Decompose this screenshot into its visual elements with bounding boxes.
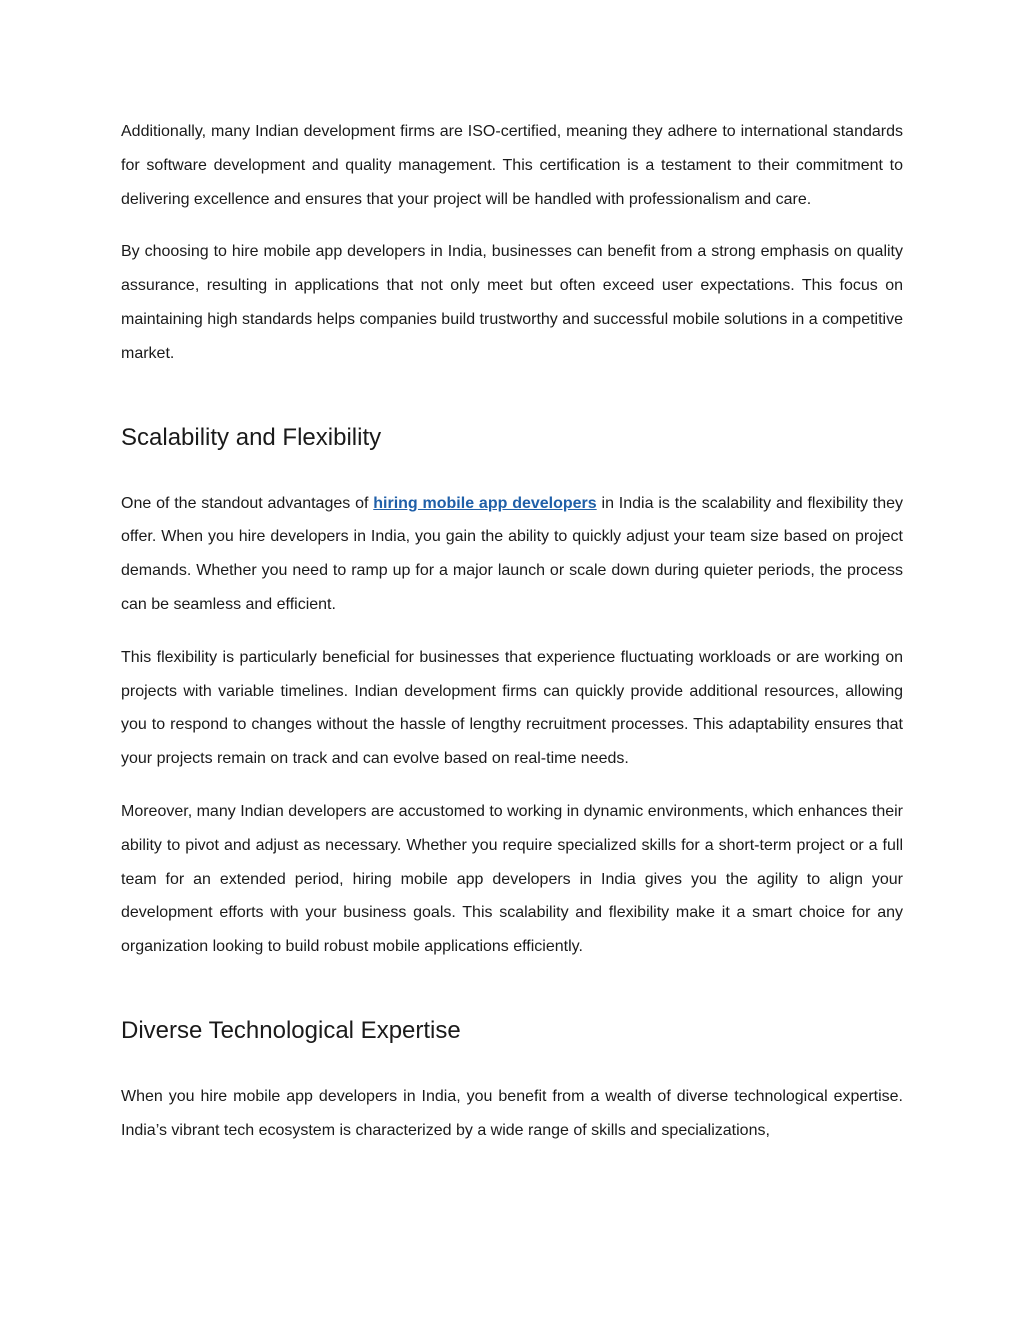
scalability-paragraph-1-end: in India is the scalability and flexibility they offer. When you hire developers in India, you gain the ability to quickly adjust your team size based on project demands. Whether you need to ramp up for a major launch or scale down during quieter periods, the process can be seamless and efficient. xyxy=(121,494,904,613)
diverse-paragraph-1: When you hire mobile app developers in India, you benefit from a wealth of diverse technological expertise. India’s vibrant tech ecosystem is characterized by a wide range of skills and specializations, xyxy=(121,1087,903,1139)
scalability-paragraph-3: Moreover, many Indian developers are accustomed to working in dynamic environments, which enhances their ability to pivot and adjust as necessary. Whether you require specialized skills for a short-term project or a full team for an extended period, hiring mobile app developers in India gives you the agility to align your development efforts with your business goals. This scalability and flexibility make it a smart choice for any organization looking to build robust mobile applications efficiently. xyxy=(121,802,903,956)
section-heading-diverse: Diverse Technological Expertise xyxy=(121,1016,461,1044)
intro-paragraph-2: By choosing to hire mobile app developers in India, businesses can benefit from a strong emphasis on quality assurance, resulting in applications that not only meet but often exceed user expectations. This focus on maintaining high standards helps companies build trustworthy and successful mobile solutions in a competitive market. xyxy=(121,243,903,362)
scalability-paragraph-2: This flexibility is particularly beneficial for businesses that experience fluctuating workloads or are working on projects with variable timelines. Indian development firms can quickly provide additional resources, allowing you to respond to changes without the hassle of lengthy recruitment processes. This adaptability ensures that your projects remain on track and can evolve based on real-time needs. xyxy=(121,648,903,768)
scalability-paragraph-1 xyxy=(121,487,903,622)
intro-paragraph-1: Additionally, many Indian development firms are ISO-certified, meaning they adhere to international standards for software development and quality management. This certification is a testament to their commitment to delivering excellence and ensures that your project will be handled with professionalism and care. xyxy=(121,123,903,208)
section-heading-scalability: Scalability and Flexibility xyxy=(121,423,382,451)
hiring-developers-link[interactable]: hiring mobile app developers xyxy=(373,494,597,512)
scalability-paragraph-1-start: One of the standout advantages of xyxy=(121,494,374,512)
document-page xyxy=(121,115,903,1148)
